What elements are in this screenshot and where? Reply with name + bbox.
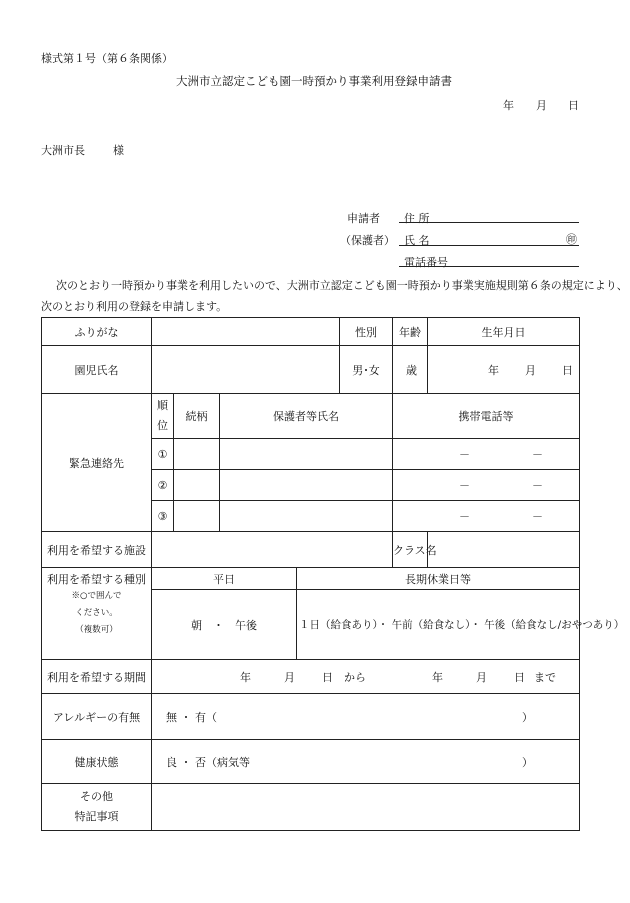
phone-underline[interactable] bbox=[399, 266, 579, 267]
class-name-input[interactable] bbox=[428, 532, 580, 568]
order-3: ③ bbox=[152, 501, 174, 532]
birth-year-label: 年 bbox=[488, 363, 499, 377]
mobile-3-dash-b: － bbox=[532, 510, 543, 523]
name-label: 氏 名 bbox=[404, 234, 430, 247]
health-close-paren: ） bbox=[522, 755, 533, 769]
period-from-year: 年 bbox=[240, 670, 251, 684]
birthdate-input[interactable] bbox=[428, 346, 580, 394]
other-notes-bottom: 特記事項 bbox=[74, 810, 119, 823]
period-to-day: 日 bbox=[514, 670, 525, 684]
period-label: 利用を希望する期間 bbox=[42, 660, 152, 694]
addressee-honorific: 様 bbox=[113, 144, 124, 157]
date-month-label: 月 bbox=[536, 99, 547, 112]
gender-header: 性別 bbox=[340, 318, 393, 346]
order-1: ① bbox=[152, 439, 174, 470]
health-input[interactable] bbox=[152, 740, 580, 784]
date-year-label: 年 bbox=[503, 99, 514, 112]
type-note-please: ください。 bbox=[75, 608, 118, 618]
emergency-contact-label: 緊急連絡先 bbox=[42, 394, 152, 532]
weekday-header: 平日 bbox=[152, 568, 297, 590]
document-title: 大洲市立認定こども園一時預かり事業利用登録申請書 bbox=[176, 74, 452, 88]
period-to-month: 月 bbox=[476, 670, 487, 684]
order-2: ② bbox=[152, 470, 174, 501]
guardian-name-header: 保護者等氏名 bbox=[220, 394, 393, 439]
mobile-1-dash-a: － bbox=[459, 448, 470, 461]
mobile-2-input[interactable] bbox=[393, 470, 580, 501]
period-from-word: から bbox=[344, 670, 366, 684]
order-header bbox=[152, 394, 174, 439]
addressee: 大洲市長 bbox=[41, 144, 85, 157]
seal-mark: ㊞ bbox=[566, 233, 577, 246]
allergy-label: アレルギーの有無 bbox=[42, 694, 152, 740]
health-label: 健康状態 bbox=[42, 740, 152, 784]
holiday-options[interactable]: １日（給食あり）・ 午前（給食なし）・ 午後（給食なし/おやつあり） bbox=[297, 590, 580, 660]
allergy-close-paren: ） bbox=[522, 710, 533, 724]
intro-line-2: 次のとおり利用の登録を申請します。 bbox=[41, 300, 228, 313]
mobile-1-dash-b: － bbox=[532, 448, 543, 461]
relation-1-input[interactable] bbox=[174, 439, 220, 470]
period-input[interactable] bbox=[152, 660, 580, 694]
other-notes-input[interactable] bbox=[152, 784, 580, 831]
facility-label: 利用を希望する施設 bbox=[42, 532, 152, 568]
type-note-multiple: （複数可） bbox=[75, 625, 118, 635]
facility-input[interactable] bbox=[152, 532, 393, 568]
child-name-input[interactable] bbox=[152, 346, 340, 394]
guardian-name-1-input[interactable] bbox=[220, 439, 393, 470]
weekday-options[interactable]: 朝 ・ 午後 bbox=[152, 590, 297, 660]
mobile-1-input[interactable] bbox=[393, 439, 580, 470]
mobile-2-dash-b: － bbox=[532, 479, 543, 492]
type-note-circle: ※○で囲んで bbox=[71, 591, 122, 601]
intro-line-1: 次のとおり一時預かり事業を利用したいので、大洲市立認定こども園一時預かり事業実施規則第６条の規定により、 bbox=[56, 279, 628, 292]
birth-day-label: 日 bbox=[562, 363, 573, 377]
phone-label: 電話番号 bbox=[404, 256, 448, 269]
age-header: 年齢 bbox=[393, 318, 428, 346]
period-to-year: 年 bbox=[432, 670, 443, 684]
other-notes-top: その他 bbox=[80, 790, 113, 803]
name-underline[interactable] bbox=[399, 245, 579, 246]
allergy-options[interactable]: 無 ・ 有（ bbox=[166, 710, 217, 724]
mobile-3-input[interactable] bbox=[393, 501, 580, 532]
child-name-label: 園児氏名 bbox=[42, 346, 152, 394]
furigana-input[interactable] bbox=[152, 318, 340, 346]
furigana-label: ふりがな bbox=[42, 318, 152, 346]
order-header-top: 順 bbox=[157, 399, 168, 412]
period-to-word: まで bbox=[534, 670, 556, 684]
relation-header: 続柄 bbox=[174, 394, 220, 439]
class-name-label: クラス名 bbox=[393, 532, 428, 568]
date-day-label: 日 bbox=[568, 99, 579, 112]
order-header-bottom: 位 bbox=[157, 419, 168, 432]
type-label: 利用を希望する種別 bbox=[47, 573, 146, 586]
period-from-month: 月 bbox=[284, 670, 295, 684]
registration-table bbox=[41, 317, 625, 831]
address-label: 住 所 bbox=[404, 212, 430, 225]
form-number: 様式第１号（第６条関係） bbox=[41, 52, 173, 65]
guardian-label: （保護者） bbox=[340, 234, 395, 247]
guardian-name-3-input[interactable] bbox=[220, 501, 393, 532]
period-from-day: 日 bbox=[322, 670, 333, 684]
relation-3-input[interactable] bbox=[174, 501, 220, 532]
birthdate-header: 生年月日 bbox=[428, 318, 580, 346]
allergy-input[interactable] bbox=[152, 694, 580, 740]
applicant-label: 申請者 bbox=[347, 212, 380, 225]
guardian-name-2-input[interactable] bbox=[220, 470, 393, 501]
long-holiday-header: 長期休業日等 bbox=[297, 568, 580, 590]
gender-options[interactable]: 男･女 bbox=[340, 346, 393, 394]
type-label-cell bbox=[42, 568, 152, 660]
mobile-2-dash-a: － bbox=[459, 479, 470, 492]
age-unit[interactable]: 歳 bbox=[393, 346, 428, 394]
other-notes-label bbox=[42, 784, 152, 831]
mobile-3-dash-a: － bbox=[459, 510, 470, 523]
birth-month-label: 月 bbox=[525, 363, 536, 377]
relation-2-input[interactable] bbox=[174, 470, 220, 501]
address-underline[interactable] bbox=[399, 222, 579, 223]
mobile-header: 携帯電話等 bbox=[393, 394, 580, 439]
health-options[interactable]: 良 ・ 否（病気等 bbox=[166, 755, 250, 769]
